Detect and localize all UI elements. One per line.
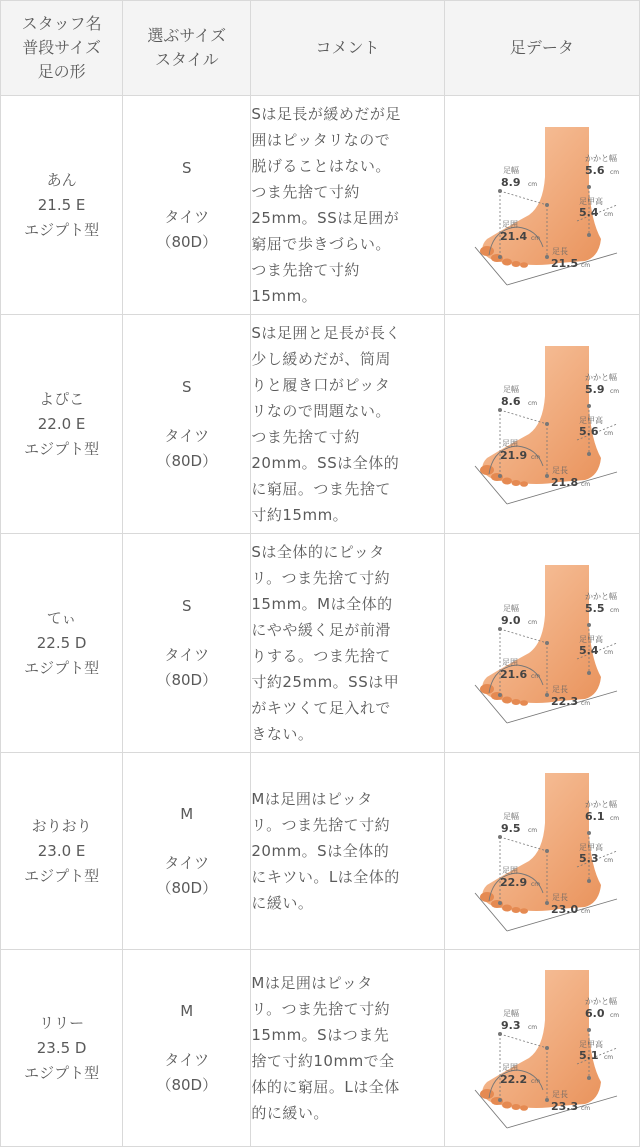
heel-width-unit: cm — [609, 1012, 619, 1019]
comment-line: りと履き口がピッタ — [251, 376, 391, 394]
comment-line: 15mm。Mは全体的 — [251, 595, 393, 613]
staff-cell — [1, 315, 123, 534]
comment-line: Mは足囲はピッタ — [251, 790, 373, 808]
staff-line: 22.5 D — [36, 633, 87, 652]
staff-line: リリー — [39, 1013, 85, 1032]
width-value: 8.9 — [500, 176, 521, 189]
foot-data-cell — [444, 753, 639, 950]
comment-line: 囲はピッタリなので — [251, 131, 391, 149]
staff-line: 23.0 E — [37, 841, 86, 860]
girth-label: 足囲 — [501, 439, 518, 448]
instep-label: 足甲高 — [578, 635, 603, 644]
comment-line: 15mm。 — [251, 287, 318, 305]
length-unit: cm — [580, 1105, 590, 1112]
girth-value: 21.6 — [499, 668, 527, 681]
instep-value: 5.4 — [578, 644, 599, 657]
length-value: 23.0 — [550, 903, 578, 916]
heel-width-unit: cm — [609, 815, 619, 822]
header-staff-line: スタッフ名 — [21, 14, 102, 33]
style-denier: （80D） — [156, 670, 218, 689]
comment-cell — [251, 950, 444, 1147]
length-unit: cm — [580, 481, 590, 488]
heel-width-label: かかと幅 — [584, 800, 617, 809]
staff-cell — [1, 950, 123, 1147]
style-name: タイツ — [164, 426, 210, 445]
heel-width-unit: cm — [609, 169, 619, 176]
girth-label: 足囲 — [501, 866, 518, 875]
foot-data-cell — [444, 950, 639, 1147]
comment-line: 体的に窮屈。Lは全体 — [251, 1078, 400, 1096]
width-label: 足幅 — [502, 812, 519, 821]
style-denier: （80D） — [156, 451, 218, 470]
style-denier: （80D） — [156, 878, 218, 897]
heel-width-value: 6.0 — [584, 1007, 605, 1020]
length-value: 23.3 — [550, 1100, 578, 1113]
width-unit: cm — [527, 181, 537, 188]
comment-line: 寸約15mm。 — [251, 506, 349, 524]
size-cell — [123, 315, 251, 534]
comment-line: 20mm。Sは全体的 — [251, 842, 390, 860]
width-value: 9.0 — [500, 614, 521, 627]
length-label: 足長 — [551, 893, 568, 902]
comment-line: リ。つま先捨て寸約 — [251, 569, 391, 587]
size-cell — [123, 753, 251, 950]
girth-value: 22.9 — [499, 876, 527, 889]
girth-value: 21.4 — [499, 230, 527, 243]
girth-unit: cm — [530, 454, 540, 461]
instep-unit: cm — [603, 649, 613, 656]
comment-line: 脱げることはない。 — [251, 157, 391, 175]
comment-line: 的に緩い。 — [251, 1104, 329, 1122]
comment-line: つま先捨て寸約 — [251, 428, 360, 446]
girth-label: 足囲 — [501, 658, 518, 667]
instep-unit: cm — [603, 857, 613, 864]
comment-line: Sは足囲と足長が長く — [251, 324, 401, 342]
heel-width-value: 5.6 — [584, 164, 605, 177]
comment-line: Sは全体的にピッタ — [251, 543, 385, 561]
header-comment: コメント — [251, 1, 444, 96]
style-denier: （80D） — [156, 1075, 218, 1094]
length-unit: cm — [580, 262, 590, 269]
instep-label: 足甲高 — [578, 416, 603, 425]
comment-line: リなので問題ない。 — [251, 402, 391, 420]
comment-line: がキツくて足入れで — [251, 699, 391, 717]
width-unit: cm — [527, 400, 537, 407]
staff-line: あん — [46, 170, 77, 189]
style-name: タイツ — [164, 645, 210, 664]
comment-line: 20mm。SSは全体的 — [251, 454, 400, 472]
comment-cell — [251, 315, 444, 534]
staff-line: 22.0 E — [37, 414, 86, 433]
girth-label: 足囲 — [501, 220, 518, 229]
style-name: タイツ — [164, 1050, 210, 1069]
foot-diagram — [467, 117, 617, 293]
staff-line: 21.5 E — [37, 195, 86, 214]
heel-width-value: 5.5 — [584, 602, 605, 615]
instep-label: 足甲高 — [578, 1040, 603, 1049]
comment-line: 少し緩めだが、筒周 — [251, 350, 391, 368]
heel-width-unit: cm — [609, 607, 619, 614]
comment-cell — [251, 534, 444, 753]
length-label: 足長 — [551, 1090, 568, 1099]
staff-line: 23.5 D — [36, 1038, 87, 1057]
comment-line: に窮屈。つま先捨て — [251, 480, 391, 498]
comment-line: Mは足囲はピッタ — [251, 974, 373, 992]
style-name: タイツ — [164, 853, 210, 872]
instep-value: 5.6 — [578, 425, 599, 438]
style-denier: （80D） — [156, 232, 218, 251]
comment-line: 窮屈で歩きづらい。 — [251, 235, 391, 253]
girth-unit: cm — [530, 673, 540, 680]
heel-width-value: 6.1 — [584, 810, 605, 823]
girth-value: 21.9 — [499, 449, 527, 462]
style-name: タイツ — [164, 207, 210, 226]
staff-line: エジプト型 — [24, 658, 100, 677]
table-row — [1, 950, 640, 1147]
girth-unit: cm — [530, 881, 540, 888]
size-cell — [123, 534, 251, 753]
width-value: 8.6 — [500, 395, 521, 408]
width-unit: cm — [527, 1024, 537, 1031]
comment-line: つま先捨て寸約 — [251, 183, 360, 201]
size-cell — [123, 96, 251, 315]
instep-value: 5.4 — [578, 206, 599, 219]
heel-width-label: かかと幅 — [584, 592, 617, 601]
instep-label: 足甲高 — [578, 843, 603, 852]
comment-line: 捨て寸約10mmで全 — [251, 1052, 395, 1070]
width-value: 9.5 — [500, 822, 521, 835]
length-unit: cm — [580, 908, 590, 915]
heel-width-label: かかと幅 — [584, 373, 617, 382]
chosen-size: S — [182, 158, 192, 177]
heel-width-label: かかと幅 — [584, 154, 617, 163]
table-row — [1, 315, 640, 534]
foot-diagram — [467, 555, 617, 731]
comment-line: きない。 — [251, 725, 314, 743]
length-value: 21.5 — [550, 257, 578, 270]
comment-cell — [251, 753, 444, 950]
girth-unit: cm — [530, 235, 540, 242]
length-unit: cm — [580, 700, 590, 707]
length-label: 足長 — [551, 466, 568, 475]
comment-line: 25mm。SSは足囲が — [251, 209, 400, 227]
staff-cell — [1, 534, 123, 753]
staff-line: エジプト型 — [24, 1063, 100, 1082]
instep-unit: cm — [603, 430, 613, 437]
width-unit: cm — [527, 827, 537, 834]
girth-unit: cm — [530, 1078, 540, 1085]
chosen-size: S — [182, 596, 192, 615]
comment-line: リ。つま先捨て寸約 — [251, 1000, 391, 1018]
comment-line: にやや緩く足が前滑 — [251, 621, 391, 639]
comment-cell — [251, 96, 444, 315]
comment-line: 寸約25mm。SSは甲 — [251, 673, 400, 691]
foot-diagram — [467, 336, 617, 512]
chosen-size: S — [182, 377, 192, 396]
comment-line: Sは足長が緩めだが足 — [251, 105, 401, 123]
staff-cell — [1, 753, 123, 950]
length-label: 足長 — [551, 247, 568, 256]
foot-diagram — [467, 763, 617, 939]
staff-line: エジプト型 — [24, 866, 100, 885]
table-row — [1, 753, 640, 950]
length-label: 足長 — [551, 685, 568, 694]
width-label: 足幅 — [502, 166, 519, 175]
girth-value: 22.2 — [499, 1073, 527, 1086]
heel-width-value: 5.9 — [584, 383, 605, 396]
foot-data-cell — [444, 315, 639, 534]
comment-line: 15mm。Sはつま先 — [251, 1026, 390, 1044]
foot-data-cell — [444, 534, 639, 753]
girth-label: 足囲 — [501, 1063, 518, 1072]
width-unit: cm — [527, 619, 537, 626]
header-size-line: 選ぶサイズ — [147, 26, 227, 45]
comment-line: りする。つま先捨て — [251, 647, 391, 665]
header-staff-line: 普段サイズ — [22, 38, 101, 57]
instep-unit: cm — [603, 1054, 613, 1061]
header-foot-data: 足データ — [444, 1, 639, 96]
table-row — [1, 96, 640, 315]
heel-width-label: かかと幅 — [584, 997, 617, 1006]
staff-line: てぃ — [46, 608, 77, 627]
length-value: 21.8 — [550, 476, 578, 489]
width-label: 足幅 — [502, 604, 519, 613]
width-label: 足幅 — [502, 385, 519, 394]
heel-width-unit: cm — [609, 388, 619, 395]
staff-cell — [1, 96, 123, 315]
header-size-line: スタイル — [154, 50, 219, 69]
length-value: 22.3 — [550, 695, 578, 708]
header-row — [1, 1, 640, 96]
comment-line: に緩い。 — [251, 894, 314, 912]
instep-value: 5.1 — [578, 1049, 599, 1062]
staff-line: おりおり — [31, 816, 92, 835]
comment-line: つま先捨て寸約 — [251, 261, 360, 279]
size-cell — [123, 950, 251, 1147]
staff-line: よぴこ — [39, 389, 85, 408]
table-row — [1, 534, 640, 753]
chosen-size: M — [180, 804, 194, 823]
instep-value: 5.3 — [578, 852, 599, 865]
width-label: 足幅 — [502, 1009, 519, 1018]
staff-line: エジプト型 — [24, 220, 100, 239]
header-staff — [1, 1, 123, 96]
staff-line: エジプト型 — [24, 439, 100, 458]
foot-data-cell — [444, 96, 639, 315]
comment-line: リ。つま先捨て寸約 — [251, 816, 391, 834]
header-staff-line: 足の形 — [37, 62, 86, 81]
instep-label: 足甲高 — [578, 197, 603, 206]
chosen-size: M — [180, 1001, 194, 1020]
foot-diagram — [467, 960, 617, 1136]
comment-line: にキツい。Lは全体的 — [251, 868, 400, 886]
header-size — [123, 1, 251, 96]
instep-unit: cm — [603, 211, 613, 218]
width-value: 9.3 — [500, 1019, 521, 1032]
